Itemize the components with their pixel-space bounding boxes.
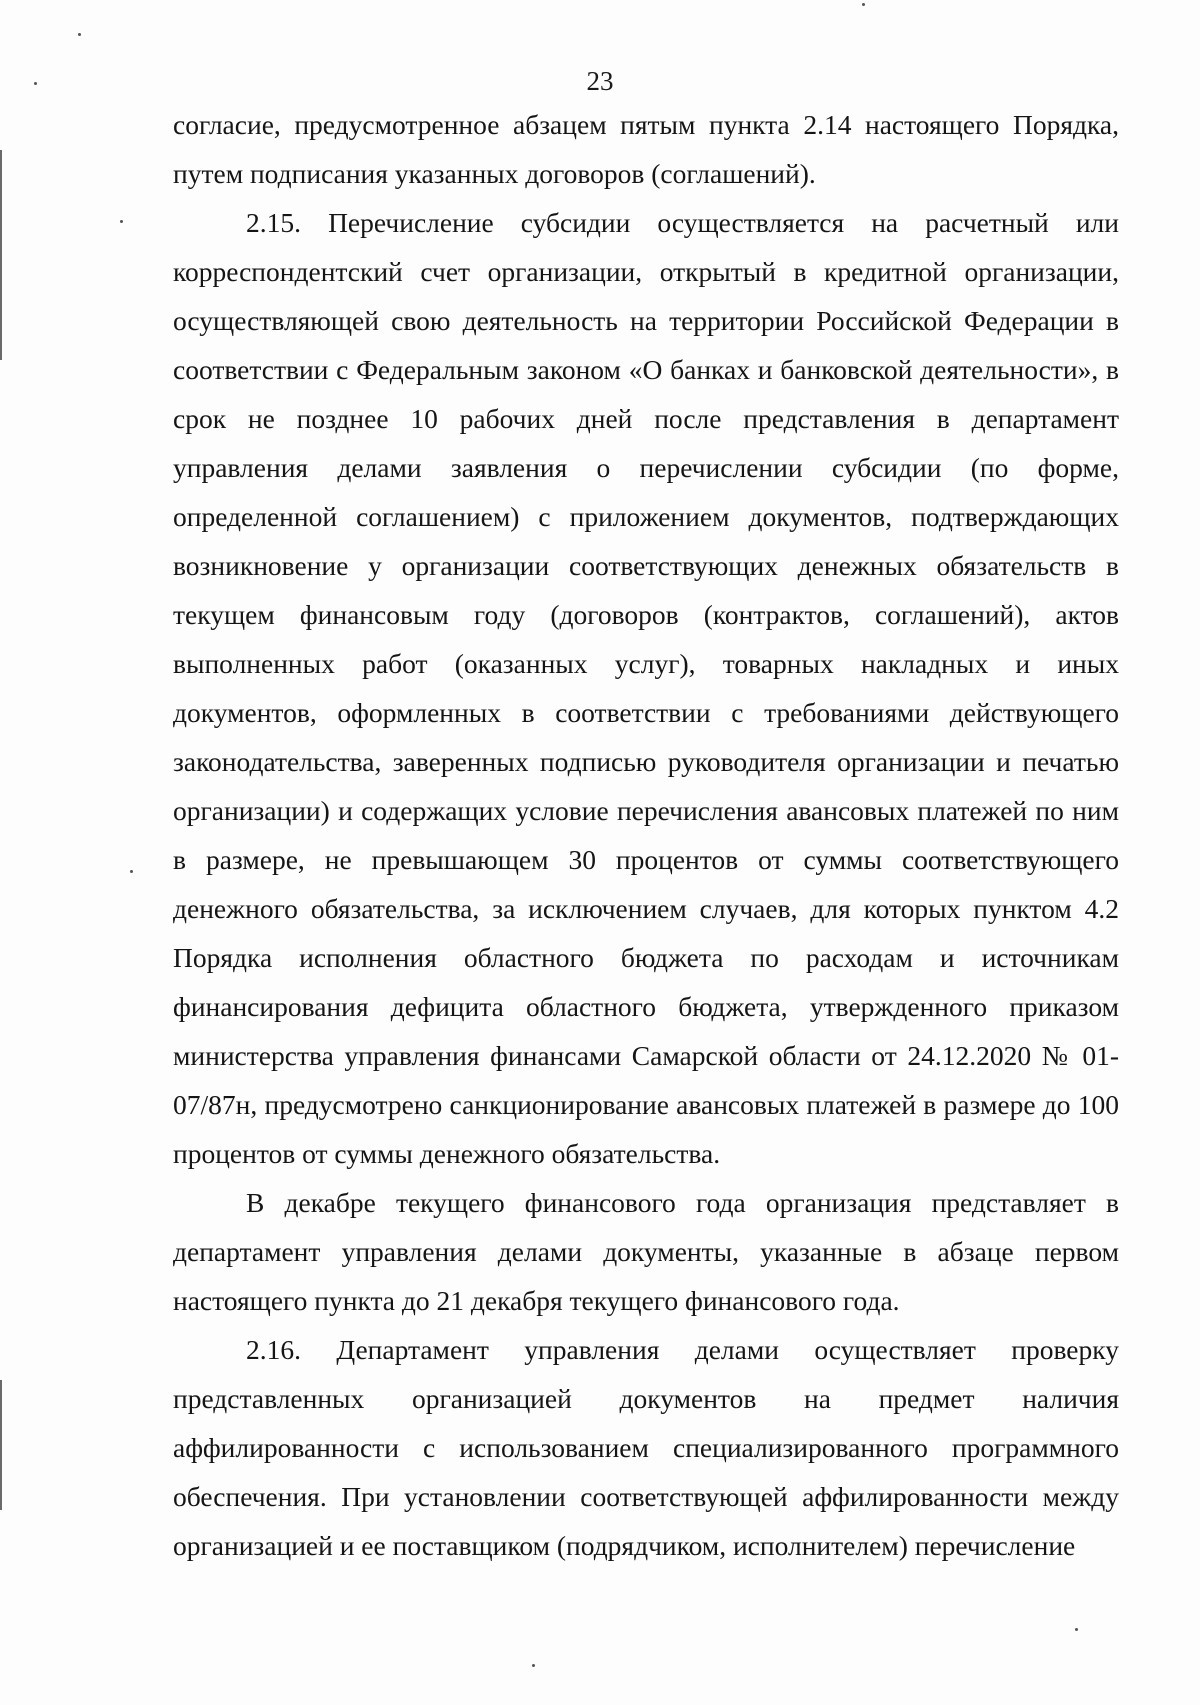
paragraph-2-16: 2.16. Департамент управления делами осуществляет проверку представленных организацией документов на предмет наличия аффилированности с использованием специализированного программного обеспечения. При установлении соответствующей аффилированности между организацией и ее поставщиком (подрядчиком, исполнителем) перечисление: [173, 1334, 1119, 1561]
paragraph-continuation: согласие, предусмотренное абзацем пятым пункта 2.14 настоящего Порядка, путем подписания указанных договоров (соглашений).: [173, 109, 1119, 189]
scan-edge-line: [0, 1380, 2, 1510]
scan-speck: [130, 870, 133, 873]
body-text: [173, 100, 1119, 1570]
scan-edge-line: [0, 150, 2, 360]
scan-speck: [862, 3, 865, 6]
scan-speck: [120, 220, 123, 223]
paragraph-2-15: 2.15. Перечисление субсидии осуществляется на расчетный или корреспондентский счет организации, открытый в кредитной организации, осуществляющей свою деятельность на территории Российской Федерации в соответствии с Федеральным законом «О банках и банковской деятельности», в срок не позднее 10 рабочих дней после представления в департамент управления делами заявления о перечислении субсидии (по форме, определенной соглашением) с приложением документов, подтверждающих возникновение у организации соответствующих денежных обязательств в текущем финансовым году (договоров (контрактов, соглашений), актов выполненных работ (оказанных услуг), товарных накладных и иных документов, оформленных в соответствии с требованиями действующего законодательства, заверенных подписью руководителя организации и печатью организации) и содержащих условие перечисления авансовых платежей по ним в размере, не превышающем 30 процентов от суммы соответствующего денежного обязательства, за исключением случаев, для которых пунктом 4.2 Порядка исполнения областного бюджета по расходам и источникам финансирования дефицита областного бюджета, утвержденного приказом министерства управления финансами Самарской области от 24.12.2020 № 01-07/87н, предусмотрено санкционирование авансовых платежей в размере до 100 процентов от суммы денежного обязательства.: [173, 207, 1119, 1169]
paragraph-december: В декабре текущего финансового года организация представляет в департамент управления делами документы, указанные в абзаце первом настоящего пункта до 21 декабря текущего финансового года.: [173, 1187, 1119, 1316]
scan-speck: [532, 1664, 535, 1667]
page-number: 23: [586, 66, 614, 96]
scan-speck: [78, 33, 81, 36]
scan-speck: [1075, 1628, 1078, 1631]
